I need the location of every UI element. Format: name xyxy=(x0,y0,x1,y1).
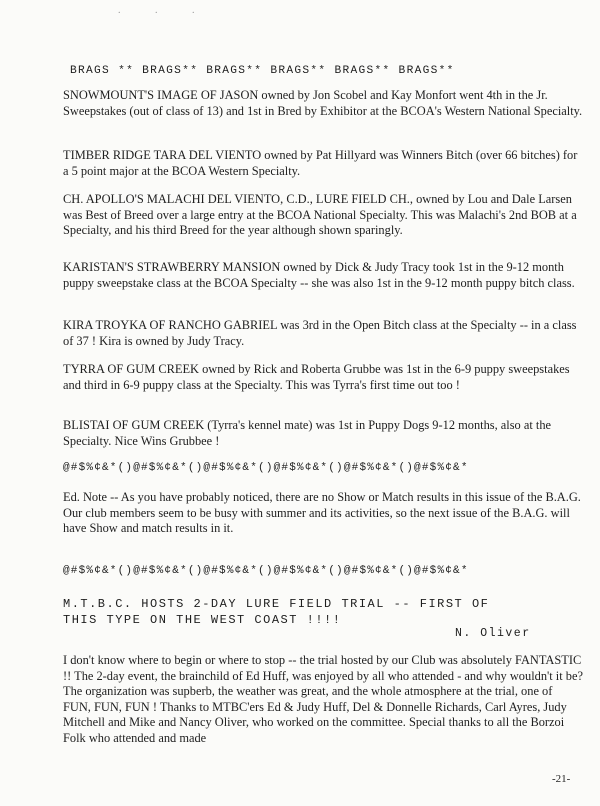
article-heading-line: M.T.B.C. HOSTS 2-DAY LURE FIELD TRIAL -- FIRST OF xyxy=(63,597,490,611)
brag-paragraph: KIRA TROYKA OF RANCHO GABRIEL was 3rd in the Open Bitch class at the Specialty -- in a class of 37 ! Kira is owned by Judy Tracy. xyxy=(63,318,577,348)
editor-note: Ed. Note -- As you have probably noticed, there are no Show or Match results in this issue of the B.A.G. Our club members seem to be busy with summer and its activities, so the next issue of the B.A.G. will have Show and match results in it. xyxy=(63,490,581,535)
brag-paragraph: TIMBER RIDGE TARA DEL VIENTO owned by Pat Hillyard was Winners Bitch (over 66 bitches) for a 5 point major at the BCOA Western Specialty. xyxy=(63,148,578,178)
brag-paragraph: KARISTAN'S STRAWBERRY MANSION owned by Dick & Judy Tracy took 1st in the 9-12 month puppy sweepstake class at the BCOA Specialty -- she was also 1st in the 9-12 month puppy bitch class. xyxy=(63,260,575,290)
article-author: N. Oliver xyxy=(455,627,531,640)
brag-paragraph: BLISTAI OF GUM CREEK (Tyrra's kennel mate) was 1st in Puppy Dogs 9-12 months, also at the Specialty. Nice Wins Grubbee ! xyxy=(63,418,552,448)
brag-paragraph: SNOWMOUNT'S IMAGE OF JASON owned by Jon Scobel and Kay Monfort went 4th in the Jr. Sweepstakes (out of class of 13) and 1st in Bred by Exhibitor at the BCOA's Western National Specialty. xyxy=(63,88,583,118)
header-marks: . . . xyxy=(118,5,211,16)
symbol-separator: @#$%¢&*()@#$%¢&*()@#$%¢&*()@#$%¢&*()@#$%¢&*()@#$%¢&* xyxy=(63,565,469,577)
symbol-separator: @#$%¢&*()@#$%¢&*()@#$%¢&*()@#$%¢&*()@#$%¢&*()@#$%¢&* xyxy=(63,462,469,474)
brags-banner: BRAGS ** BRAGS** BRAGS** BRAGS** BRAGS** BRAGS** xyxy=(70,65,455,77)
article-body: I don't know where to begin or where to stop -- the trial hosted by our Club was absolutely FANTASTIC !! The 2-day event, the brainchild of Ed Huff, was enjoyed by all who attended - and why wouldn't it be? The organization was supberb, the weather was great, and the whole atmosphere at the trial, one of FUN, FUN, FUN ! Thanks to MTBC'ers Ed & Judy Huff, Del & Donnelle Richards, Carl Ayres, Judy Mitchell and Mike and Nancy Oliver, who worked on the committee. Special thanks to all the Borzoi Folk who attended and made xyxy=(63,653,583,745)
brag-paragraph: TYRRA OF GUM CREEK owned by Rick and Roberta Grubbe was 1st in the 6-9 puppy sweepstakes and third in 6-9 puppy class at the Specialty. This was Tyrra's first time out too ! xyxy=(63,362,570,392)
article-heading xyxy=(63,596,489,628)
brag-paragraph: CH. APOLLO'S MALACHI DEL VIENTO, C.D., LURE FIELD CH., owned by Lou and Dale Larsen was Best of Breed over a large entry at the BCOA National Specialty. This was Malachi's 2nd BOB at a Specialty, and his third Breed for the year although shown sparingly. xyxy=(63,192,577,237)
article-heading-line: THIS TYPE ON THE WEST COAST !!!! xyxy=(63,613,342,627)
page-number: -21- xyxy=(552,773,571,785)
